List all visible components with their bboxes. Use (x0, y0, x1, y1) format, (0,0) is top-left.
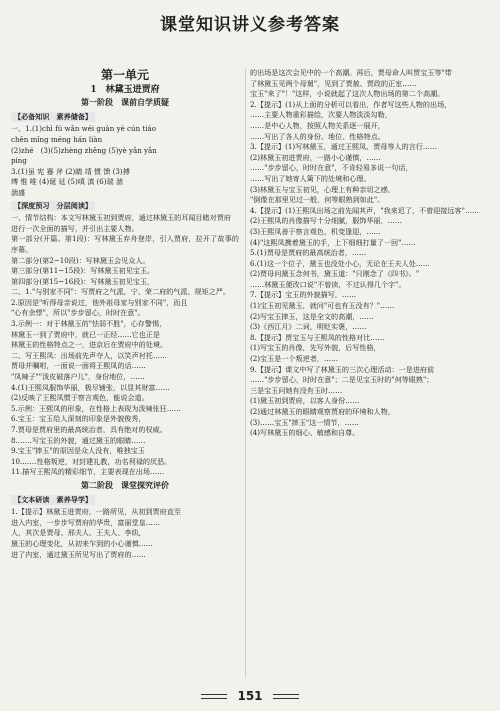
answer-line: 缚 惟 唯 (4)诞 延 (5)嗔 滇 (6)瑞 湍 (11, 177, 124, 187)
column-divider (245, 68, 246, 678)
answer-line: ……"步步留心，时时在意"，不肯轻易多说一句话， (250, 163, 413, 173)
page-number: 151 (237, 689, 263, 703)
answer-line: 一、1.(1)chì fú wǎn wéi guàn yè cún tiáo (11, 124, 157, 134)
page-title: 课堂知识讲义参考答案 (160, 15, 340, 35)
answer-line: 3.(1)虽 宪 蹇 斧 (2)睛 靖 惯 馈 (3)搏 (11, 166, 130, 176)
answer-line: 一、情节结构：本文写林黛玉初到贾府，通过林黛玉的耳闻目睹对贾府 (11, 213, 231, 223)
answer-line: 贾母并嘱咐，一面说一面将王熙凤的话…… (11, 361, 146, 371)
footer-ornament-left (201, 694, 227, 699)
answer-line: ……"步步留心，时时在意"；二是见宝玉时的"何等眼熟"； (250, 375, 434, 385)
answer-line: 4.【提示】(1)王熙凤出场之前先闻其声，"我来迟了，不曾迎接远客"…… (250, 205, 480, 215)
answer-line: ……是中心人物，按照人物关系逐一展开， (250, 120, 385, 130)
answer-line: ……写出了各人的身份、地位、性格特点。 (250, 131, 385, 141)
answer-line: 三是宝玉问她有没有玉时…… (250, 385, 343, 395)
answer-line: 第二部分(第2~10段)：写林黛玉会见众人。 (11, 255, 150, 265)
answer-line: (2)王熙凤的肖像描写十分细腻，服饰华丽，…… (250, 216, 402, 226)
answer-line: (2)zhé (3)(5)zhèng zhěng (5)yè yǎn yǎn (11, 145, 157, 155)
answer-line: 2.【提示】(1)从上面的分析可以看出，作者写这些人物的出场， (250, 99, 452, 109)
answer-line: 进入内室，一步步写贾府的华贵，富丽堂皇…… (11, 517, 160, 527)
answer-line: 10.……性格叛逆，对封建礼教，功名利禄的厌恶。 (11, 456, 172, 466)
unit-heading: 第一单元 (100, 68, 149, 82)
answer-line: 8.……写宝玉的外貌，通过黛玉的眼睛…… (11, 435, 146, 445)
answer-line: (2)写宝玉摔玉，这是全文的高潮，…… (250, 311, 374, 321)
answer-lines-3 (11, 507, 239, 560)
answer-line: 黛玉的心理变化，从初来乍到的小心谨慎…… (11, 538, 153, 548)
answer-line: "心有余悸"，所以"步步留心，时时在意"。 (11, 308, 145, 318)
answer-line: "倒像在那里见过一般，何等眼熟到如此"。 (250, 195, 385, 205)
answer-line: (2)通过林黛玉的眼睛观察贾府的环境和人物， (250, 407, 395, 416)
answer-line: 9.宝玉"摔玉"的原因是众人没有，唯独宝玉 (11, 446, 145, 456)
answer-line: 第一部分(开篇。第1段)：写林黛玉弃舟登岸，引入贾府，拉开了故事的序幕。 (11, 234, 239, 254)
answer-line: "凤辣子""泼皮破落户儿"，身份地位，…… (11, 372, 145, 382)
answer-line: (3)林黛玉与宝玉初见，心理上有种亲切之感， (250, 184, 395, 194)
answer-line: (1)宝玉初见黛玉，就问"可也有玉没有？"…… (250, 301, 395, 311)
left-column (11, 68, 239, 560)
lesson-heading: 1 林黛玉进贾府 (90, 84, 160, 95)
answer-line: (3)……宝玉"摔玉"这一情节，…… (250, 417, 359, 427)
answer-line: 8.【提示】贾宝玉与王熙凤的性格对比…… (250, 332, 385, 342)
answer-lines-1 (11, 124, 239, 198)
answer-line: (2)林黛玉初进贾府，一路小心谨慎，…… (250, 152, 381, 162)
answer-line: 第四部分(第15~16段)：写林黛玉初见宝玉， (11, 276, 155, 286)
right-column (250, 68, 492, 439)
answer-line: 7.贾母是贾府里的最高统治者，具有绝对的权威。 (11, 425, 167, 434)
answer-line: (3)王熙凤善于察言观色，机变逢迎，…… (250, 226, 381, 236)
answer-line: 3.示例一：对于林黛玉的"怯弱不胜"，心存警惕， (11, 319, 167, 329)
answer-line: 第三部分(第11~15段)：写林黛玉初见宝玉。 (11, 266, 155, 276)
answer-line: 人，其次是贾母、邢夫人、王夫人、李纨， (11, 528, 146, 538)
answer-line: (4)写林黛玉的细心、敏感和自尊。 (250, 428, 360, 438)
answer-line: ……主要人物重彩描绘，次要人物淡淡勾勒， (250, 110, 392, 120)
answer-lines-2 (11, 213, 239, 478)
page-footer (0, 689, 500, 703)
answer-line: ……林黛玉便改口说"不曾读，不过认得几个字"。 (250, 279, 406, 289)
answer-line: (2)贾母问黛玉念何书，黛玉道："只刚念了《四书》。" (250, 269, 420, 279)
answer-line: 9.【提示】课文中写了林黛玉的三次心理活动：一是进府前 (250, 364, 435, 374)
stage-heading-2: 第二阶段 课堂探究评价 (81, 479, 169, 490)
answer-line: 3.【提示】(1)写林黛玉，通过王熙凤、贾母等人的言行…… (250, 142, 438, 152)
answer-line: 宝玉"来了"！"这样，小说就起了这次人物出场的第二个高潮。 (250, 89, 445, 99)
answer-line: (2)宝玉是一个叛逆者，…… (250, 354, 339, 364)
answer-line: (1)写宝玉的肖像，先写外貌，后写性格， (250, 343, 381, 353)
section-label-1: 【必备知识 素养储备】 (11, 112, 95, 123)
answer-line: 4.(1)王熙凤服饰华丽，极尽铺张，以显其财富…… (11, 382, 170, 392)
answer-line: 6.宝玉：宝玉给人深刻的印象是外貌俊秀， (11, 414, 146, 424)
answer-line: (4)"这熙凤携着黛玉的手，上下细细打量了一回"…… (250, 237, 416, 247)
answer-line: 5.(1)贾母是贾府的最高统治者，…… (250, 248, 367, 258)
answer-line: píng (11, 156, 27, 166)
answer-line: 2.原因是"听得母亲说过，他外祖母家与别家不同"，而且 (11, 297, 188, 307)
answer-line: 二、1."与别家不同"：写贾府之气派，宁、荣二府的气派、规矩之严。 (11, 287, 231, 297)
answer-line: 林黛玉的性格特点之一，进京后在贾府中的处境。 (11, 340, 168, 350)
answer-line: 的出场是这次会见中的一个高潮。再后，贾母命人叫贾宝玉等"带 (250, 68, 452, 77)
section-label-2: 【深度预习 分层阅读】 (11, 201, 95, 212)
stage-heading-1: 第一阶段 课前自学质疑 (81, 97, 169, 108)
section-label-3: 【文本研读 素养导学】 (11, 495, 95, 506)
answer-line: chěn mǐng méng hán liàn (11, 134, 103, 144)
answer-line: 进行一次全面的描写，并引出主要人物。 (11, 223, 139, 233)
answer-line: 6.(1)这一个位子，黛玉也没处小心，无论在王夫人处…… (250, 258, 430, 268)
answer-line: 进了内室，通过黛玉所见写出了贾府的…… (11, 549, 146, 559)
answer-line: 5.示例：王熙凤的形象，在性格上表现为泼辣张狂…… (11, 403, 181, 413)
footer-ornament-right (273, 694, 299, 699)
answer-line: ……写出了她寄人篱下的处境和心理。 (250, 173, 371, 183)
answer-line: (1)黛玉初到贾府，以客人身份…… (250, 396, 360, 406)
answer-line: 二、写王熙凤：出场前先声夺人，以笑声衬托…… (11, 350, 168, 360)
answer-line: 7.【提示】宝玉的外貌描写，…… (250, 290, 357, 300)
answer-line: 1.【提示】林黛玉进贾府，一路所见，从初到贾府直至 (11, 507, 181, 517)
answer-line: 林黛玉一到了贾府中，就已一正经……它也正是 (11, 329, 160, 339)
answer-line: 了林黛玉见两个母舅"，见到了贾赦、贾政的正室…… (250, 78, 417, 88)
answer-line: (3)《西江月》二词，明贬实褒，…… (250, 322, 367, 332)
answer-line: (2)反映了王熙凤惯于察言观色，能说会道。 (11, 393, 149, 403)
answer-line: 11.描写王熙凤的精彩细节，主要表现在出场…… (11, 467, 165, 477)
answer-line: 湍盛 (11, 187, 26, 197)
